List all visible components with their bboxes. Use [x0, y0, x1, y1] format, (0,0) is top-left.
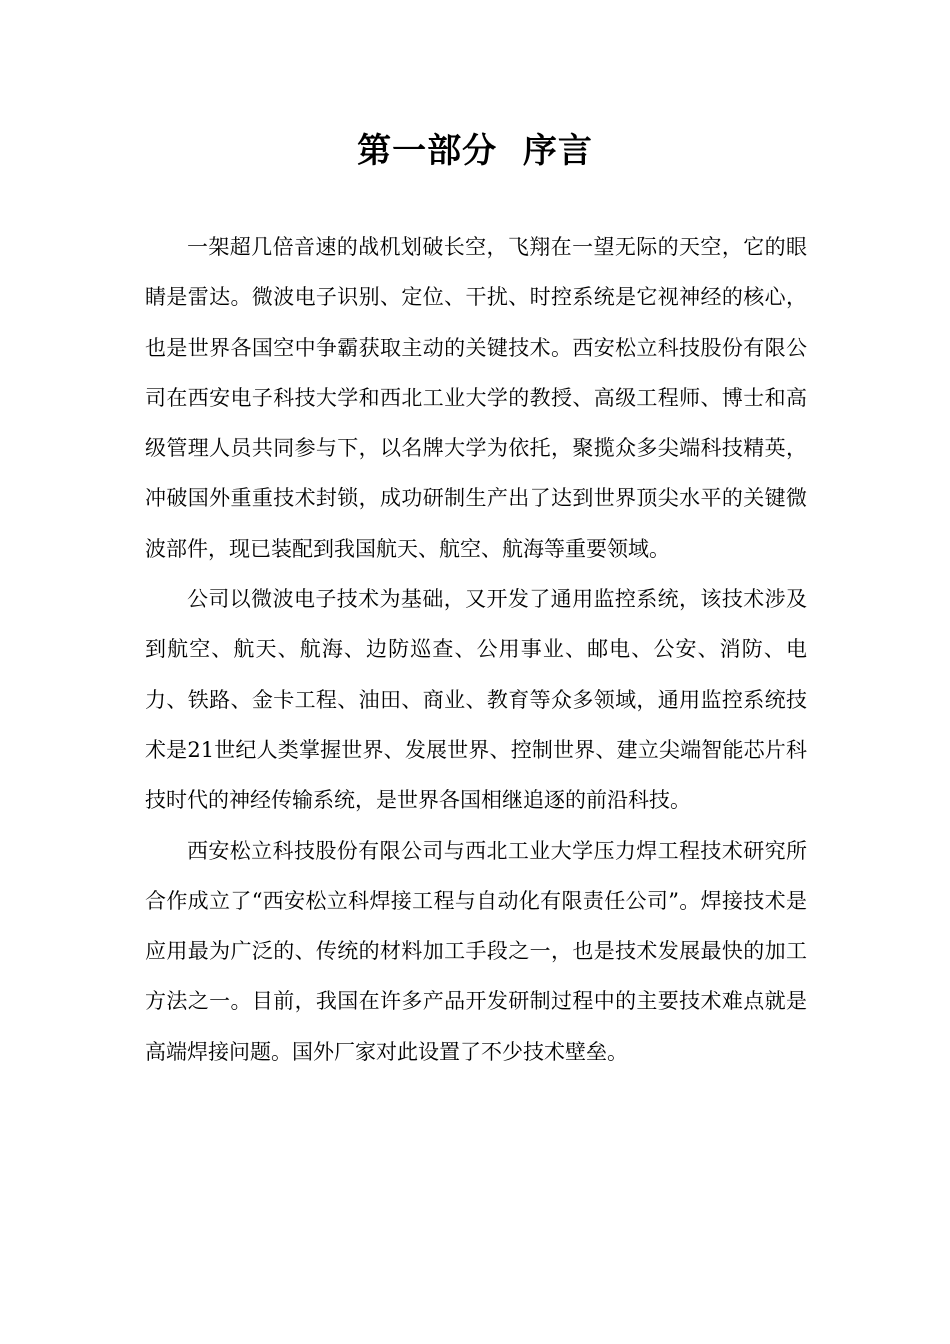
paragraph-monitoring: 公司以微波电子技术为基础，又开发了通用监控系统，该技术涉及到航空、航天、航海、边防巡查、公用事业、邮电、公安、消防、电力、铁路、金卡工程、油田、商业、教育等众多领域，通用监控系统技术是21世纪人类掌握世界、发展世界、控制世界、建立尖端智能芯片科技时代的神经传输系统，是世界各国相继追逐的前沿科技。	[145, 587, 807, 813]
page-title	[0, 126, 950, 176]
document-body	[145, 222, 807, 1077]
paragraph-radar: 一架超几倍音速的战机划破长空，飞翔在一望无际的天空，它的眼睛是雷达。微波电子识别、定位、干扰、时控系统是它视神经的核心，也是世界各国空中争霸获取主动的关键技术。西安松立科技股份有限公司在西安电子科技大学和西北工业大学的教授、高级工程师、博士和高级管理人员共同参与下，以名牌大学为依托，聚揽众多尖端科技精英，冲破国外重重技术封锁，成功研制生产出了达到世界顶尖水平的关键微波部件，现已装配到我国航天、航空、航海等重要领域。	[145, 235, 807, 561]
paragraph-welding: 西安松立科技股份有限公司与西北工业大学压力焊工程技术研究所合作成立了“西安松立科焊接工程与自动化有限责任公司”。焊接技术是应用最为广泛的、传统的材料加工手段之一，也是技术发展最快的加工方法之一。目前，我国在许多产品开发研制过程中的主要技术难点就是高端焊接问题。国外厂家对此设置了不少技术壁垒。	[145, 838, 807, 1064]
page-title-text: 第一部分 序言	[357, 131, 593, 171]
